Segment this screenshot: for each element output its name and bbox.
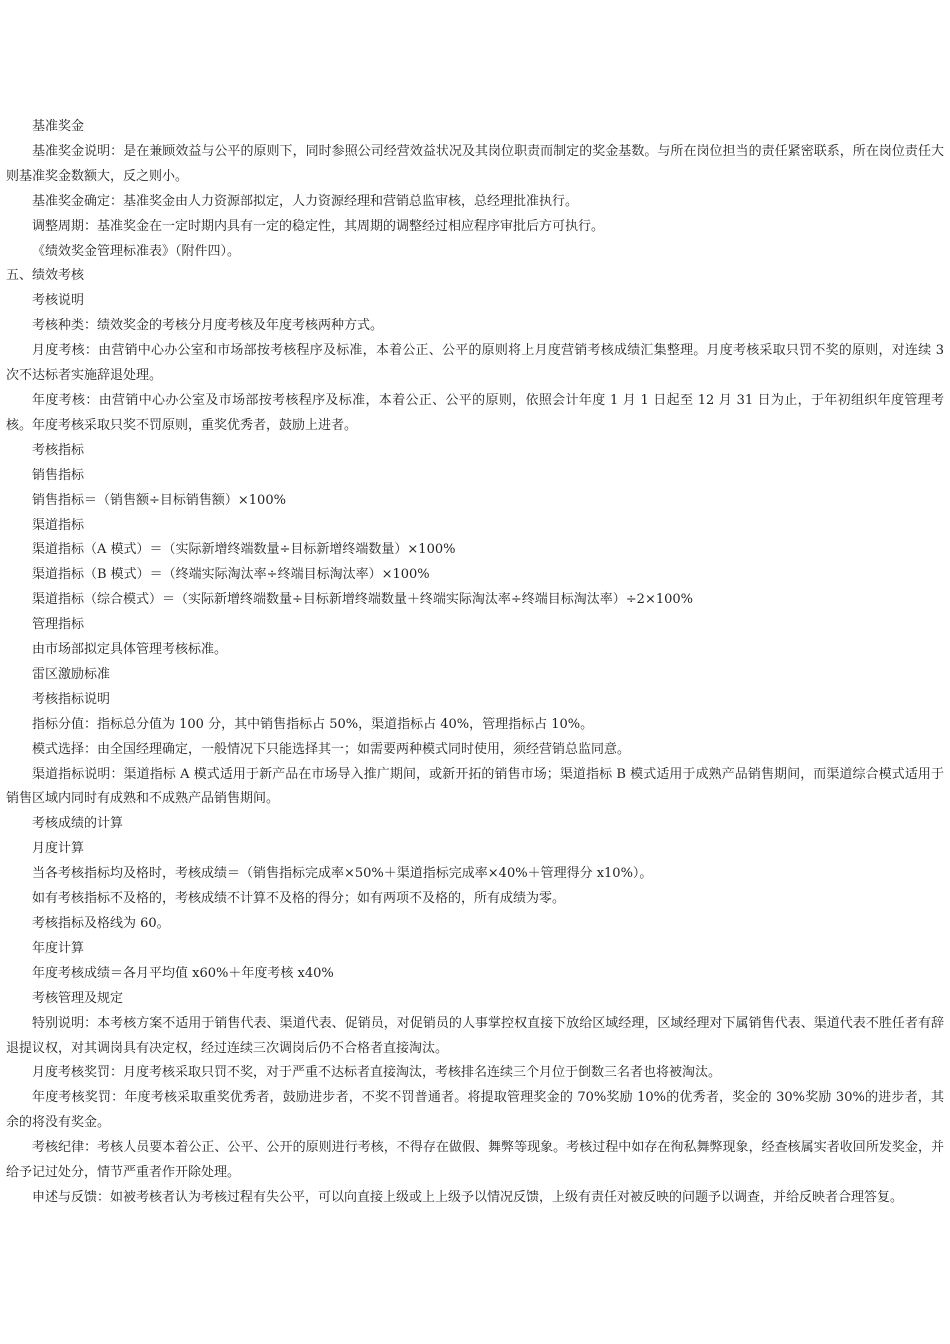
heading-channel-indicator: 渠道指标 [32, 517, 85, 533]
formula-channel-a: 渠道指标（A 模式）＝（实际新增终端数量÷目标新增终端数量）×100% [32, 542, 456, 558]
paragraph-annual-rewards-penalties: 年度考核奖罚：年度考核采取重奖优秀者，鼓励进步者，不奖不罚普通者。将提取管理奖金的 70%奖励 10%的优秀者，奖金的 30%奖励 30%的进步者，其余的将没有奖金。 [6, 1090, 944, 1131]
paragraph-channel-indicator-description: 渠道指标说明：渠道指标 A 模式适用于新产品在市场导入推广期间，或新开拓的销售市场；渠道指标 B 模式适用于成熟产品销售期间，而渠道综合模式适用于销售区域内同时有成熟和不成熟产品销售期间。 [6, 766, 944, 807]
heading-management-indicator: 管理指标 [32, 617, 85, 633]
heading-annual-calculation: 年度计算 [32, 940, 85, 956]
formula-monthly-score: 当各考核指标均及格时，考核成绩＝（销售指标完成率×50%＋渠道指标完成率×40%＋管理得分 x10%）。 [32, 866, 653, 882]
heading-base-bonus: 基准奖金 [32, 119, 85, 134]
paragraph-appeal-feedback: 申述与反馈：如被考核者认为考核过程有失公平，可以向直接上级或上上级予以情况反馈，上级有责任对被反映的问题予以调查，并给反映者合理答复。 [32, 1189, 904, 1205]
heading-review-description: 考核说明 [32, 293, 85, 309]
heading-incentive-standard: 雷区激励标准 [32, 666, 111, 682]
paragraph-management-standard: 由市场部拟定具体管理考核标准。 [32, 642, 228, 658]
paragraph-failing-indicators: 如有考核指标不及格的，考核成绩不计算不及格的得分；如有两项不及格的，所有成绩为零。 [32, 891, 566, 907]
paragraph-adjustment-period: 调整周期：基准奖金在一定时期内具有一定的稳定性，其周期的调整经过相应程序审批后方可执行。 [32, 218, 605, 234]
document-body [6, 115, 944, 1211]
heading-sales-indicator: 销售指标 [32, 467, 85, 483]
paragraph-review-discipline: 考核纪律：考核人员要本着公正、公平、公开的原则进行考核，不得存在做假、舞弊等现象。考核过程中如存在徇私舞弊现象，经查核属实者收回所发奖金，并给予记过处分，情节严重者作开除处理。 [6, 1140, 944, 1181]
paragraph-passing-line: 考核指标及格线为 60。 [32, 916, 170, 931]
paragraph-base-bonus-determination: 基准奖金确定：基准奖金由人力资源部拟定，人力资源经理和营销总监审核，总经理批准执行。 [32, 193, 579, 209]
paragraph-monthly-rewards-penalties: 月度考核奖罚：月度考核采取只罚不奖，对于严重不达标者直接淘汰，考核排名连续三个月位于倒数三名者也将被淘汰。 [32, 1065, 722, 1081]
paragraph-attachment-four: 《绩效奖金管理标准表》（附件四）。 [32, 243, 241, 259]
heading-review-indicators: 考核指标 [32, 442, 85, 458]
heading-management-rules: 考核管理及规定 [32, 990, 124, 1006]
paragraph-review-types: 考核种类：绩效奖金的考核分月度考核及年度考核两种方式。 [32, 318, 384, 334]
section-heading-performance-review: 五、绩效考核 [6, 268, 85, 284]
formula-sales-indicator: 销售指标＝（销售额÷目标销售额）×100% [32, 492, 286, 508]
paragraph-mode-selection: 模式选择：由全国经理确定，一般情况下只能选择其一；如需要两种模式同时使用，须经营销总监同意。 [32, 741, 631, 757]
heading-indicator-description: 考核指标说明 [32, 691, 111, 707]
heading-monthly-calculation: 月度计算 [32, 841, 85, 857]
paragraph-annual-review: 年度考核：由营销中心办公室及市场部按考核程序及标准，本着公正、公平的原则，依照会计年度 1 月 1 日起至 12 月 31 日为止，于年初组织年度管理考核。年度考核采取只奖不罚原则，重奖优秀者，鼓励上进者。 [6, 392, 944, 433]
paragraph-indicator-scores: 指标分值：指标总分值为 100 分，其中销售指标占 50%，渠道指标占 40%，管理指标占 10%。 [32, 716, 594, 732]
formula-channel-b: 渠道指标（B 模式）＝（终端实际淘汰率÷终端目标淘汰率）×100% [32, 567, 430, 583]
paragraph-special-note: 特别说明：本考核方案不适用于销售代表、渠道代表、促销员，对促销员的人事掌控权直接下放给区域经理，区域经理对下属销售代表、渠道代表不胜任者有辞退提议权，对其调岗具有决定权，经过连续三次调岗后仍不合格者直接淘汰。 [6, 1015, 944, 1056]
formula-channel-combined: 渠道指标（综合模式）＝（实际新增终端数量÷目标新增终端数量＋终端实际淘汰率÷终端目标淘汰率）÷2×100% [32, 592, 694, 608]
paragraph-monthly-review: 月度考核：由营销中心办公室和市场部按考核程序及标准，本着公正、公平的原则将上月度营销考核成绩汇集整理。月度考核采取只罚不奖的原则，对连续 3 次不达标者实施辞退处理。 [6, 343, 944, 384]
paragraph-base-bonus-description: 基准奖金说明：是在兼顾效益与公平的原则下，同时参照公司经营效益状况及其岗位职责而制定的奖金基数。与所在岗位担当的责任紧密联系，所在岗位责任大则基准奖金数额大，反之则小。 [6, 143, 944, 184]
formula-annual-score: 年度考核成绩＝各月平均值 x60%＋年度考核 x40% [32, 965, 334, 981]
heading-score-calculation: 考核成绩的计算 [32, 816, 124, 832]
